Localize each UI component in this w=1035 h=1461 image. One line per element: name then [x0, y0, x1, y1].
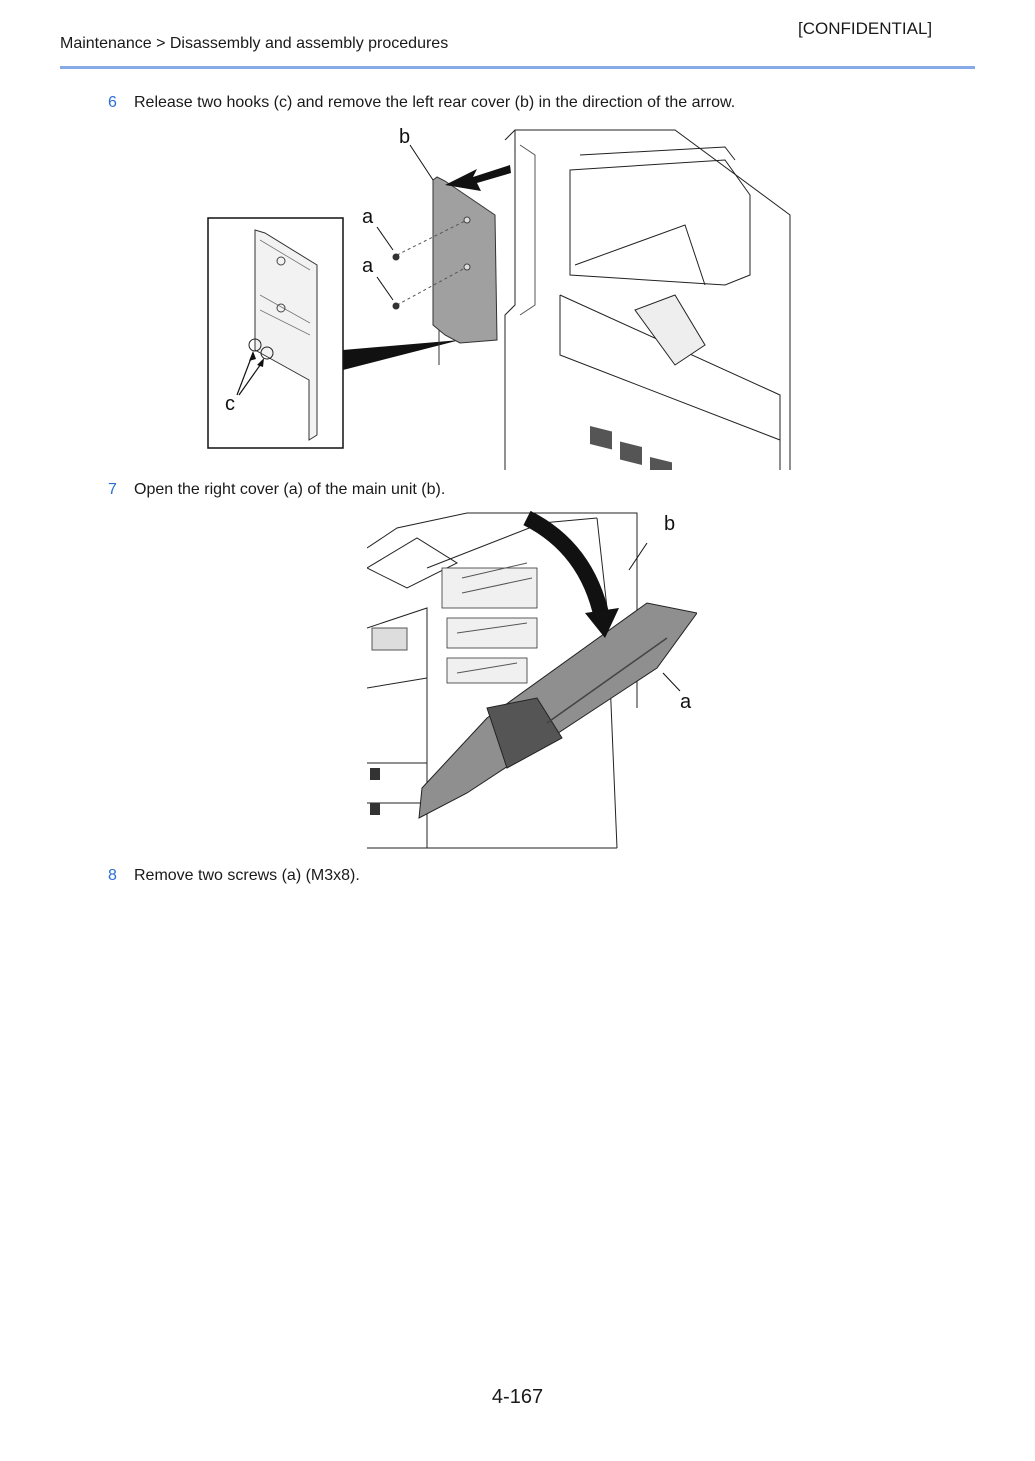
step-6	[108, 94, 735, 112]
label-a: a	[680, 691, 692, 713]
zoom-wedge	[343, 340, 460, 370]
step-text: Remove two screws (a) (M3x8).	[134, 867, 360, 884]
page-number: 4-167	[491, 1386, 544, 1408]
step-number: 6	[108, 94, 117, 111]
step-text: Open the right cover (a) of the main unit (b).	[134, 481, 446, 498]
label-b: b	[399, 126, 411, 148]
rotate-arrow-icon	[527, 518, 602, 618]
machine-body	[505, 130, 790, 470]
step-text: Release two hooks (c) and remove the left rear cover (b) in the direction of the arrow.	[134, 94, 736, 111]
figure-2-illustration	[367, 508, 697, 853]
figure-open-right-cover	[367, 508, 697, 853]
header-rule	[60, 66, 975, 69]
label-b: b	[664, 513, 676, 535]
step-8	[108, 867, 360, 885]
figure-1-illustration	[205, 125, 795, 470]
figure-remove-left-rear-cover	[205, 125, 795, 470]
screw-icon	[393, 254, 400, 261]
label-a: a	[362, 206, 374, 228]
label-a: a	[362, 255, 374, 277]
confidential-label: [CONFIDENTIAL]	[798, 19, 933, 38]
step-number: 8	[108, 867, 117, 884]
arrow-left-icon	[445, 165, 511, 191]
step-number: 7	[108, 481, 117, 498]
left-rear-cover	[433, 177, 497, 343]
screw-icon	[393, 303, 400, 310]
breadcrumb: Maintenance > Disassembly and assembly procedures	[60, 35, 449, 52]
step-7	[108, 481, 445, 499]
label-c: c	[225, 393, 235, 415]
